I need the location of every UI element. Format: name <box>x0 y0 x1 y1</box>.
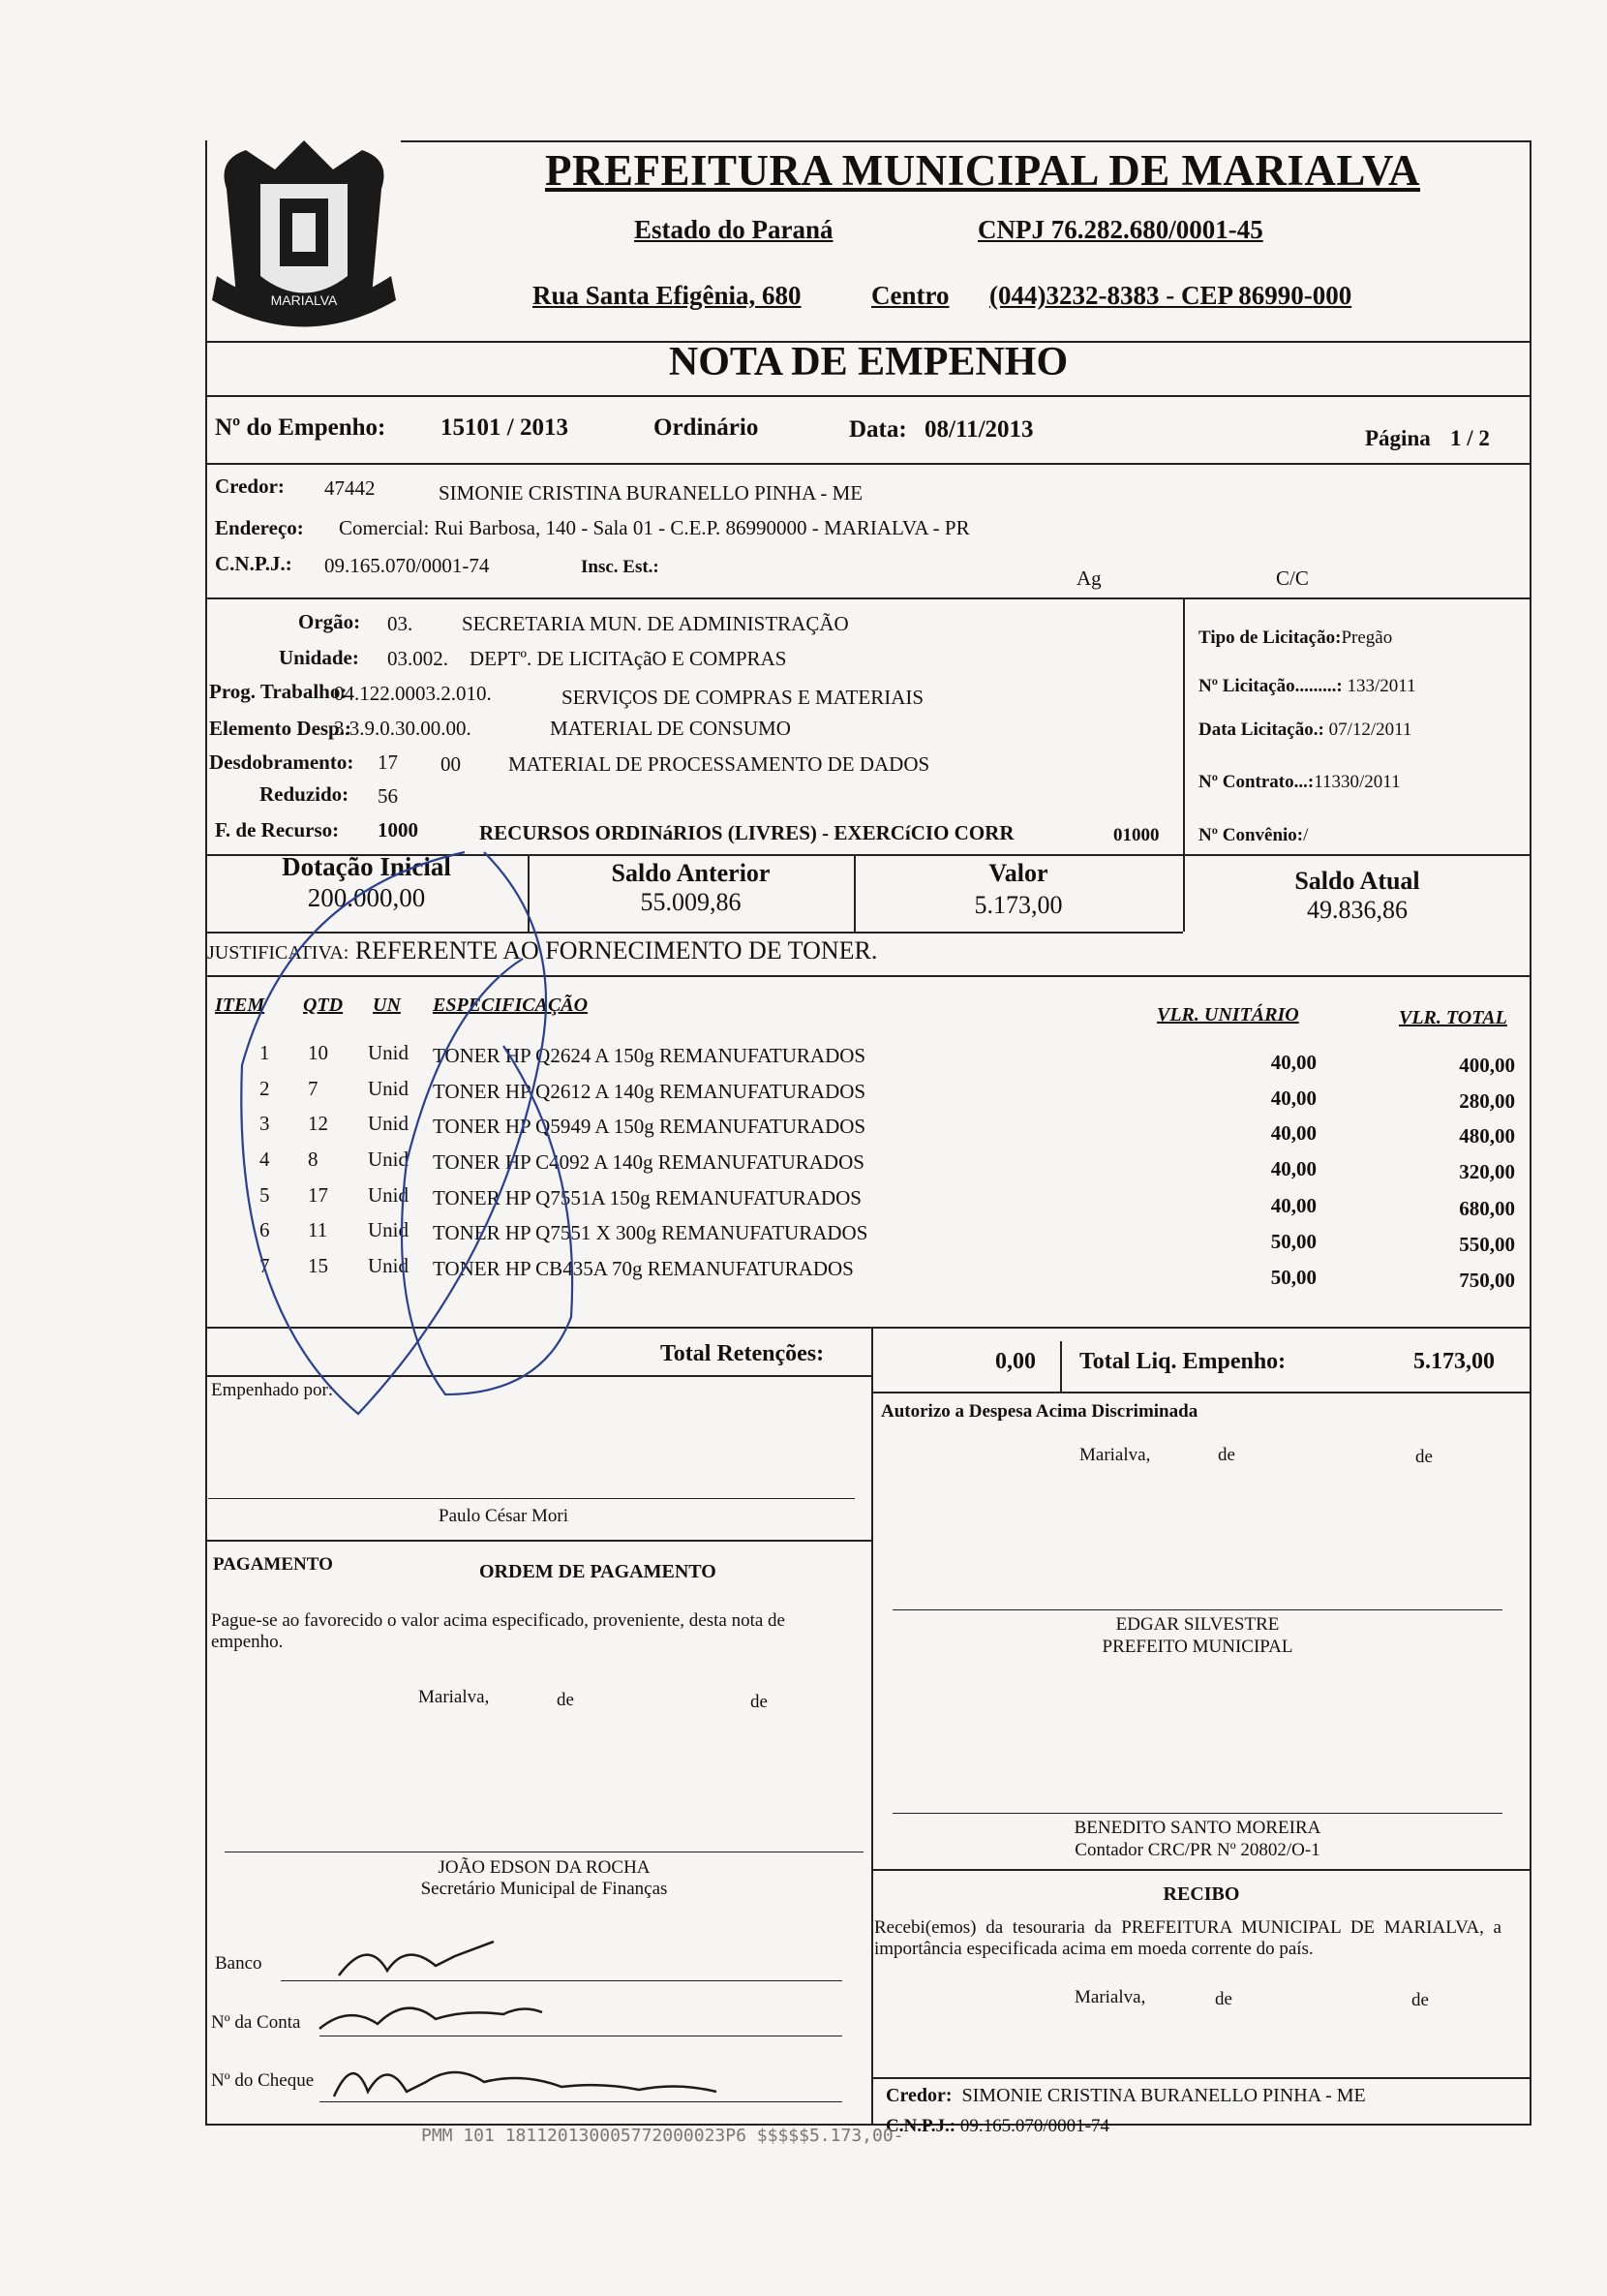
item-unit-price: 40,00 <box>1270 1157 1317 1180</box>
committed-by-label: Empenhado por: <box>211 1380 334 1400</box>
unidade-name: DEPTº. DE LICITAçãO E COMPRAS <box>470 647 787 670</box>
item-description: TONER HP Q2624 A 150g REMANUFATURADOS <box>433 1044 866 1067</box>
item-description: TONER HP Q7551A 150g REMANUFATURADOS <box>433 1186 862 1209</box>
phone-cep: (044)3232-8383 - CEP 86990-000 <box>989 281 1352 310</box>
contract-label: Nº Contrato...: <box>1198 772 1315 792</box>
item-unit-price: 40,00 <box>1270 1194 1317 1217</box>
item-unit: Unid <box>368 1254 409 1277</box>
orgao-code: 03. <box>387 612 413 635</box>
account-label: C/C <box>1276 566 1309 590</box>
authorization-de-1: de <box>1218 1445 1235 1465</box>
reduzido-value: 56 <box>378 784 398 808</box>
item-total-price: 280,00 <box>1459 1089 1515 1113</box>
date-label: Data: <box>849 416 907 443</box>
desdobramento-name: MATERIAL DE PROCESSAMENTO DE DADOS <box>508 752 930 776</box>
empenho-number: 15101 / 2013 <box>440 414 568 441</box>
signature-bank <box>339 1942 494 1975</box>
item-total-price: 480,00 <box>1459 1124 1515 1148</box>
item-unit: Unid <box>368 1183 409 1207</box>
net-total-label: Total Liq. Empenho: <box>1079 1349 1287 1374</box>
licitacao-number: 133/2011 <box>1347 676 1416 696</box>
item-quantity: 12 <box>308 1112 328 1135</box>
cnpj-header: CNPJ 76.282.680/0001-45 <box>978 215 1263 244</box>
authorization-de-2: de <box>1415 1447 1433 1467</box>
convenio-label: Nº Convênio: <box>1198 825 1304 845</box>
licitacao-number-label: Nº Licitação.........: <box>1198 676 1343 696</box>
receipt-creditor-label: Credor: <box>886 2085 953 2106</box>
item-number: 5 <box>259 1183 270 1207</box>
item-number: 4 <box>259 1148 270 1171</box>
creditor-code: 47442 <box>324 476 376 500</box>
item-quantity: 7 <box>308 1077 318 1100</box>
col-header-item: ITEM <box>215 995 265 1016</box>
col-header-qtd: QTD <box>303 995 344 1016</box>
receipt-label: RECIBO <box>1163 1883 1240 1905</box>
item-description: TONER HP CB435A 70g REMANUFATURADOS <box>433 1257 854 1280</box>
payment-order-label: ORDEM DE PAGAMENTO <box>479 1561 716 1582</box>
creditor-address: Comercial: Rui Barbosa, 140 - Sala 01 - C.E.P. 86990000 - MARIALVA - PR <box>339 516 970 539</box>
desdobramento-code: 17 <box>378 750 398 774</box>
empenho-date: 08/11/2013 <box>925 416 1034 443</box>
receipt-city: Marialva, <box>1075 1987 1146 2007</box>
value-label: Valor <box>988 859 1048 887</box>
withholdings-label: Total Retenções: <box>660 1341 825 1366</box>
item-number: 2 <box>259 1077 270 1100</box>
item-unit-price: 40,00 <box>1270 1051 1317 1074</box>
contract-number: 11330/2011 <box>1314 772 1401 792</box>
receipt-cnpj-label: C.N.P.J.: <box>886 2116 956 2136</box>
page-number: 1 / 2 <box>1450 426 1490 450</box>
item-quantity: 17 <box>308 1183 328 1207</box>
account-number-label: Nº da Conta <box>211 2012 301 2033</box>
item-number: 6 <box>259 1218 270 1241</box>
current-balance-value: 49.836,86 <box>1307 896 1408 924</box>
convenio-value: / <box>1303 825 1309 845</box>
agency-label: Ag <box>1076 566 1102 590</box>
orgao-name: SECRETARIA MUN. DE ADMINISTRAÇÃO <box>462 612 849 635</box>
col-header-total-value: VLR. TOTAL <box>1399 1007 1507 1028</box>
col-header-especificacao: ESPECIFICAÇÃO <box>433 995 589 1016</box>
item-unit: Unid <box>368 1218 409 1241</box>
initial-allocation-label: Dotação Inicial <box>282 852 451 881</box>
recurso-number: 01000 <box>1113 825 1160 845</box>
item-total-price: 750,00 <box>1459 1269 1515 1292</box>
secretary-title: Secretário Municipal de Finanças <box>420 1879 668 1899</box>
item-number: 3 <box>259 1112 270 1135</box>
item-quantity: 15 <box>308 1254 328 1277</box>
item-unit-price: 40,00 <box>1270 1121 1317 1145</box>
item-total-price: 320,00 <box>1459 1160 1515 1183</box>
check-number-label: Nº do Cheque <box>211 2070 315 2091</box>
page-title: PREFEITURA MUNICIPAL DE MARIALVA <box>544 146 1421 195</box>
prog-label: Prog. Trabalho: <box>209 680 348 703</box>
unidade-code: 03.002. <box>387 647 448 670</box>
item-unit: Unid <box>368 1077 409 1100</box>
elemento-code: 3.3.9.0.30.00.00. <box>334 717 471 740</box>
barcode-footer: PMM 101 181120130005772000023P6 $$$$$5.173,00- <box>421 2126 904 2146</box>
elemento-label: Elemento Desp.: <box>209 717 351 740</box>
item-unit-price: 50,00 <box>1270 1266 1317 1289</box>
authorization-text: Autorizo a Despesa Acima Discriminada <box>881 1401 1198 1422</box>
item-unit: Unid <box>368 1148 409 1171</box>
item-number: 1 <box>259 1041 270 1064</box>
accountant-name: BENEDITO SANTO MOREIRA <box>1074 1818 1321 1838</box>
payment-city: Marialva, <box>418 1687 490 1707</box>
item-total-price: 550,00 <box>1459 1233 1515 1256</box>
prog-name: SERVIÇOS DE COMPRAS E MATERIAIS <box>561 686 925 709</box>
justification-label: JUSTIFICATIVA: <box>207 942 349 964</box>
recurso-name: RECURSOS ORDINáRIOS (LIVRES) - EXERCíCIO CORR <box>479 821 1015 844</box>
prog-code: 04.122.0003.2.010. <box>334 682 492 705</box>
elemento-name: MATERIAL DE CONSUMO <box>550 717 791 740</box>
item-description: TONER HP Q7551 X 300g REMANUFATURADOS <box>433 1221 868 1244</box>
street-address: Rua Santa Efigênia, 680 <box>532 281 802 310</box>
receipt-de-1: de <box>1215 1989 1232 2009</box>
withholdings-value: 0,00 <box>995 1349 1036 1374</box>
recurso-code: 1000 <box>378 818 418 842</box>
receipt-creditor-name: SIMONIE CRISTINA BURANELLO PINHA - ME <box>961 2085 1366 2106</box>
secretary-name: JOÃO EDSON DA ROCHA <box>438 1857 651 1878</box>
licitacao-date-label: Data Licitação.: <box>1198 719 1324 740</box>
item-quantity: 11 <box>308 1218 328 1241</box>
desdobramento-sub: 00 <box>440 752 461 776</box>
payment-label: PAGAMENTO <box>213 1554 333 1575</box>
licitacao-type: Pregão <box>1341 628 1393 648</box>
payment-order-text: Pague-se ao favorecido o valor acima especificado, proveniente, desta nota de empenho. <box>211 1610 785 1652</box>
item-unit-price: 50,00 <box>1270 1230 1317 1253</box>
recurso-label: F. de Recurso: <box>215 818 340 842</box>
authorization-city: Marialva, <box>1079 1445 1151 1465</box>
net-total-value: 5.173,00 <box>1413 1349 1495 1374</box>
unidade-label: Unidade: <box>279 646 359 669</box>
initial-allocation-value: 200.000,00 <box>307 883 426 912</box>
payment-de-1: de <box>557 1690 574 1710</box>
receipt-text: Recebi(emos) da tesouraria da PREFEITURA MUNICIPAL DE MARIALVA, a importância especificada acima em moeda corrente do país. <box>874 1917 1501 1959</box>
creditor-label: Credor: <box>215 475 285 498</box>
mayor-name: EDGAR SILVESTRE <box>1115 1614 1280 1635</box>
item-unit: Unid <box>368 1041 409 1064</box>
item-description: TONER HP C4092 A 140g REMANUFATURADOS <box>433 1150 864 1174</box>
creditor-cnpj: 09.165.070/0001-74 <box>324 554 490 577</box>
item-quantity: 8 <box>308 1148 318 1171</box>
signature-check <box>334 2072 716 2097</box>
previous-balance-label: Saldo Anterior <box>611 859 771 887</box>
justification-text: REFERENTE AO FORNECIMENTO DE TONER. <box>354 936 878 964</box>
reduzido-label: Reduzido: <box>259 782 349 806</box>
licitacao-type-label-text: Tipo de Licitação: <box>1198 628 1342 648</box>
current-balance-label: Saldo Atual <box>1294 867 1420 895</box>
signature-account <box>319 2008 542 2029</box>
creditor-name: SIMONIE CRISTINA BURANELLO PINHA - ME <box>439 481 864 505</box>
pen-mark-loop <box>241 852 546 1414</box>
item-unit: Unid <box>368 1112 409 1135</box>
licitacao-date: 07/12/2011 <box>1328 719 1412 740</box>
item-description: TONER HP Q2612 A 140g REMANUFATURADOS <box>433 1080 866 1103</box>
item-quantity: 10 <box>308 1041 328 1064</box>
state-label: Estado do Paraná <box>634 215 834 244</box>
state-registration-label: Insc. Est.: <box>581 557 659 577</box>
value-amount: 5.173,00 <box>974 891 1063 919</box>
col-header-unit-value: VLR. UNITÁRIO <box>1157 1004 1299 1026</box>
empenho-type: Ordinário <box>653 414 759 441</box>
item-total-price: 400,00 <box>1459 1054 1515 1077</box>
item-number: 7 <box>259 1254 270 1277</box>
crest-ribbon-text: MARIALVA <box>270 292 338 308</box>
orgao-label: Orgão: <box>298 610 361 633</box>
receipt-cnpj: 09.165.070/0001-74 <box>959 2116 1109 2136</box>
bank-label: Banco <box>215 1953 262 1974</box>
mayor-title: PREFEITO MUNICIPAL <box>1102 1637 1293 1657</box>
accountant-title: Contador CRC/PR Nº 20802/O-1 <box>1075 1840 1320 1860</box>
address-label: Endereço: <box>215 516 304 539</box>
col-header-un: UN <box>373 995 401 1016</box>
item-total-price: 680,00 <box>1459 1197 1515 1220</box>
payment-de-2: de <box>750 1692 768 1712</box>
receipt-de-2: de <box>1411 1990 1429 2010</box>
page-label: Página <box>1365 426 1431 450</box>
item-description: TONER HP Q5949 A 150g REMANUFATURADOS <box>433 1115 866 1138</box>
cnpj-label: C.N.P.J.: <box>215 552 292 575</box>
document-title: NOTA DE EMPENHO <box>668 340 1069 384</box>
district: Centro <box>871 281 950 310</box>
empenho-number-label: Nº do Empenho: <box>215 414 386 441</box>
desdobramento-label: Desdobramento: <box>209 750 354 774</box>
item-unit-price: 40,00 <box>1270 1087 1317 1110</box>
committed-by-name: Paulo César Mori <box>439 1506 569 1526</box>
previous-balance-value: 55.009,86 <box>640 888 742 916</box>
